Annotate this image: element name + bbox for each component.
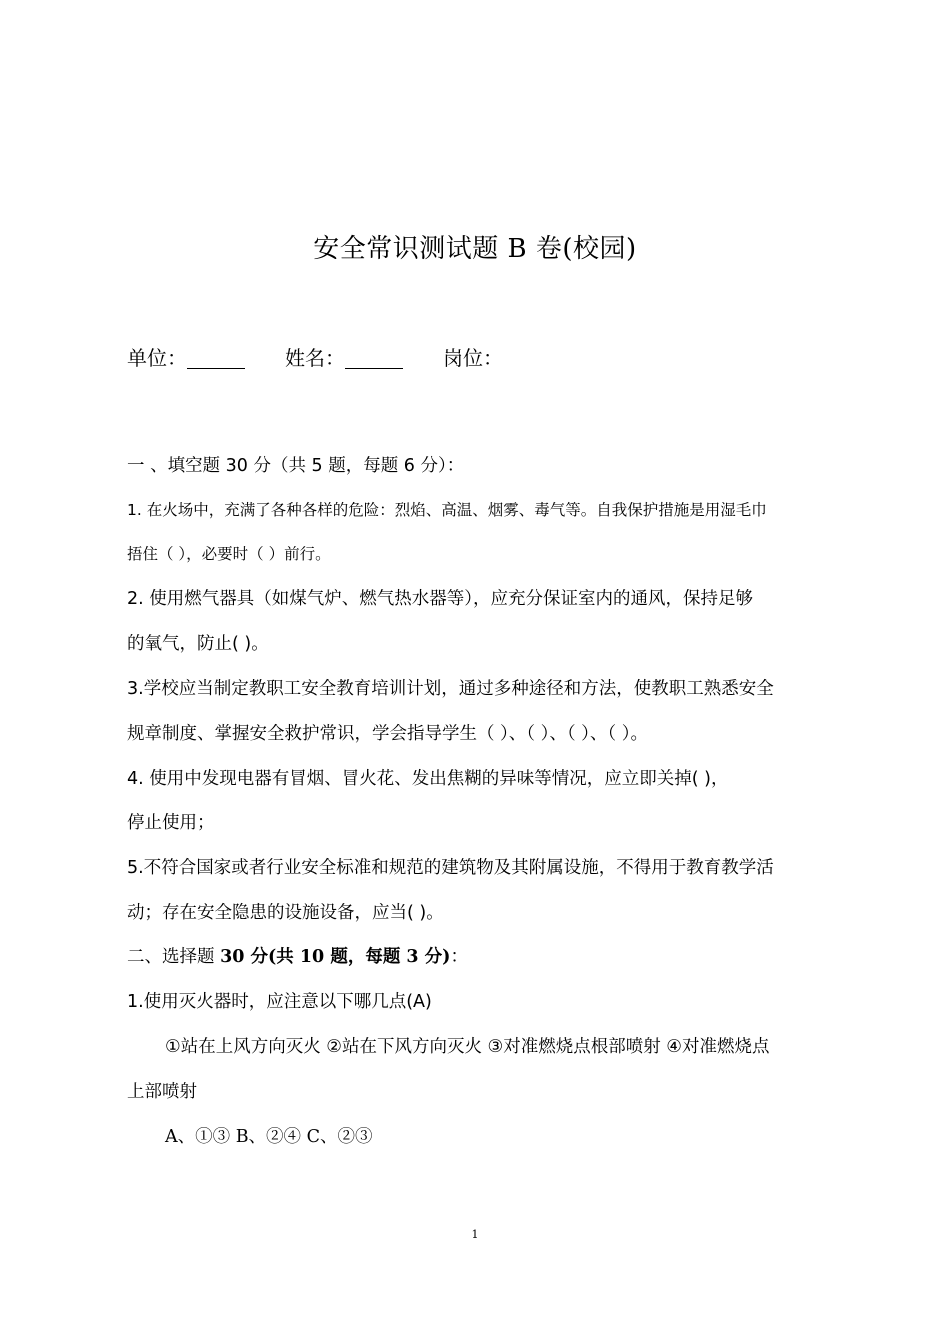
q3-line1: 3.学校应当制定教职工安全教育培训计划，通过多种途径和方法，使教职工熟悉安全 — [127, 679, 774, 699]
q4-line1: 4. 使用中发现电器有冒烟、冒火花、发出焦糊的异味等情况，应立即关掉( )， — [127, 769, 729, 789]
s2-q1-choices: A、①③ B、②④ C、②③ — [165, 1127, 373, 1147]
unit-label: 单位： — [127, 346, 187, 370]
q3-line2: 规章制度、掌握安全救护常识，学会指导学生（ ）、（ ）、（ ）、（ ）。 — [127, 724, 648, 744]
q4-line2: 停止使用； — [127, 813, 215, 833]
name-blank — [345, 348, 403, 369]
section2-heading-bold: 30 分(共 10 题，每题 3 分) — [220, 947, 451, 967]
q5-line2: 动；存在安全隐患的设施设备，应当( )。 — [127, 903, 444, 923]
section1-heading: 一 、填空题 30 分（共 5 题，每题 6 分）： — [127, 456, 465, 476]
q2-line1: 2. 使用燃气器具（如煤气炉、燃气热水器等），应充分保证室内的通风，保持足够 — [127, 589, 754, 609]
q5-line1: 5.不符合国家或者行业安全标准和规范的建筑物及其附属设施，不得用于教育教学活 — [127, 858, 774, 878]
s2-q1-stem: 1.使用灭火器时，应注意以下哪几点(A) — [127, 992, 432, 1012]
q1-line1: 1. 在火场中，充满了各种各样的危险：烈焰、高温、烟雾、毒气等。自我保护措施是用湿毛巾 — [127, 501, 767, 519]
info-row — [127, 342, 503, 371]
s2-q1-options-line2: 上部喷射 — [127, 1082, 197, 1102]
s2-q1-options-line1: ①站在上风方向灭火 ②站在下风方向灭火 ③对准燃烧点根部喷射 ④对准燃烧点 — [165, 1037, 770, 1057]
section2-heading — [127, 943, 468, 968]
q1-line2: 捂住（ ），必要时（ ）前行。 — [127, 545, 331, 563]
page-title: 安全常识测试题 B 卷(校园) — [313, 234, 637, 264]
unit-blank — [187, 348, 245, 369]
section2-heading-suffix: ： — [450, 947, 468, 967]
page-number: 1 — [471, 1228, 479, 1241]
post-label: 岗位： — [443, 346, 503, 370]
name-label: 姓名： — [285, 346, 345, 370]
q2-line2: 的氧气，防止( )。 — [127, 634, 269, 654]
section2-heading-prefix: 二、选择题 — [127, 947, 221, 967]
